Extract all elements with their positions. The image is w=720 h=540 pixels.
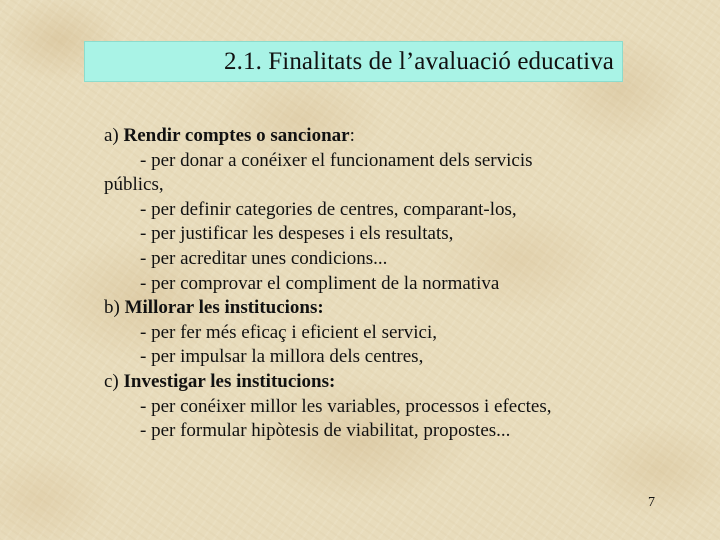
section-prefix: c) bbox=[104, 370, 124, 392]
section-heading-text: Investigar les institucions: bbox=[123, 370, 336, 392]
page-number: 7 bbox=[648, 495, 655, 510]
section-heading-text: Rendir comptes o sancionar bbox=[123, 125, 350, 146]
list-item: - per conéixer millor les variables, processos i efectes, bbox=[140, 395, 552, 417]
slide-title-box bbox=[84, 41, 623, 82]
list-item: - per fer més eficaç i eficient el servici, bbox=[140, 321, 437, 343]
section-suffix: : bbox=[349, 125, 355, 146]
list-item: - per definir categories de centres, comparant-los, bbox=[140, 198, 517, 220]
list-item: - per comprovar el compliment de la normativa bbox=[140, 272, 500, 294]
list-item: - per impulsar la millora dels centres, bbox=[140, 346, 424, 368]
section-heading-b bbox=[104, 296, 634, 321]
section-prefix: b) bbox=[104, 297, 125, 319]
list-item: - per formular hipòtesis de viabilitat, propostes... bbox=[140, 420, 511, 442]
list-item: - per acreditar unes condicions... bbox=[140, 247, 388, 269]
list-item: - per justificar les despeses i els resultats, bbox=[140, 223, 454, 245]
section-heading-c bbox=[104, 370, 634, 395]
slide-content bbox=[104, 124, 634, 444]
section-heading-text: Millorar les institucions: bbox=[124, 297, 324, 319]
slide-title: 2.1. Finalitats de l’avaluació educativa bbox=[224, 47, 614, 75]
section-heading-a bbox=[104, 124, 634, 149]
section-prefix: a) bbox=[104, 125, 124, 146]
list-item: - per donar a conéixer el funcionament dels servicis bbox=[140, 149, 533, 171]
list-item-continuation: públics, bbox=[104, 174, 164, 196]
